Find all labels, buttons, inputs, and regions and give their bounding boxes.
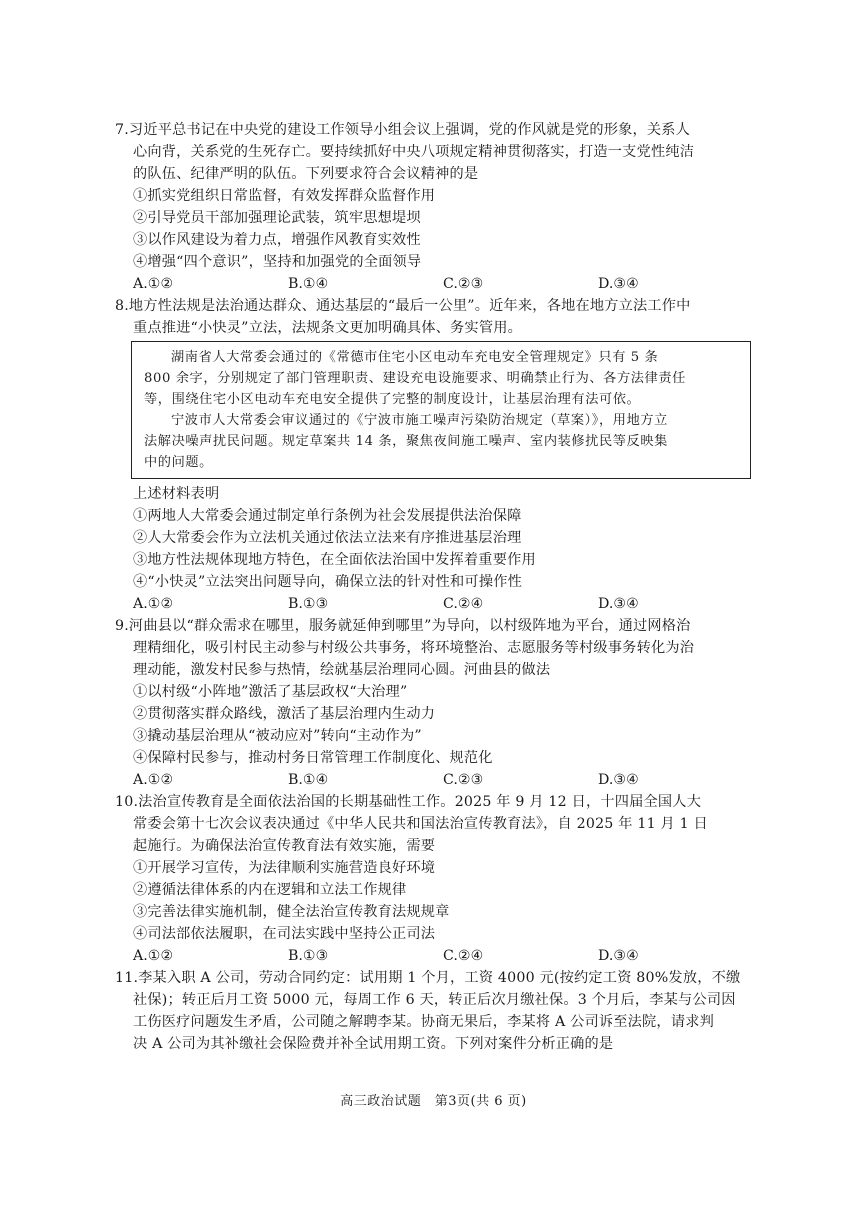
q8-material-line: 等，围绕住宅小区电动车充电安全提供了完整的制度设计，让基层治理有法可依。 <box>144 392 641 407</box>
q11-stem-line: 工伤医疗问题发生矛盾，公司随之解聘李某。协商无果后，李某将 A 公司诉至法院，请求判 <box>133 1014 714 1030</box>
q10-item: ①开展学习宣传，为法律顺利实施营造良好环境 <box>133 860 436 876</box>
q11-stem-line: 社保)；转正后月工资 5000 元，每周工作 6 天，转正后次月缴社保。3 个月后，李某与公司因 <box>133 992 736 1008</box>
page-footer: 高三政治试题 第3页(共 6 页) <box>340 1094 527 1109</box>
question-9 <box>117 615 767 791</box>
q7-stem-line: 7.习近平总书记在中央党的建设工作领导小组会议上强调，党的作风就是党的形象，关系人 <box>115 122 691 138</box>
q9-item: ④保障村民参与，推动村务日常管理工作制度化、规范化 <box>133 750 493 766</box>
q10-options <box>117 945 767 967</box>
q10-item: ②遵循法律体系的内在逻辑和立法工作规律 <box>133 882 407 898</box>
q8-stem-line: 重点推进“小快灵”立法，法规条文更加明确具体、务实管用。 <box>133 320 522 336</box>
q10-option-b[interactable]: B.①③ <box>288 948 329 964</box>
q7-stem-line: 的队伍、纪律严明的队伍。下列要求符合会议精神的是 <box>133 166 479 182</box>
q7-item: ①抓实党组织日常监督，有效发挥群众监督作用 <box>133 188 436 204</box>
q8-option-d[interactable]: D.③④ <box>598 596 639 612</box>
q11-stem-line: 决 A 公司为其补缴社会保险费并补全试用期工资。下列对案件分析正确的是 <box>133 1036 614 1052</box>
q8-material-line: 法解决噪声扰民问题。规定草案共 14 条，聚焦夜间施工噪声、室内装修扰民等反映集 <box>144 434 668 449</box>
q10-option-d[interactable]: D.③④ <box>598 948 639 964</box>
q7-option-b[interactable]: B.①④ <box>288 276 329 292</box>
q9-stem-line: 理精细化，吸引村民主动参与村级公共事务，将环境整治、志愿服务等村级事务转化为治 <box>133 640 695 656</box>
q7-item: ③以作风建设为着力点，增强作风教育实效性 <box>133 232 421 248</box>
q9-options <box>117 769 767 791</box>
q9-item: ①以村级“小阵地”激活了基层政权“大治理” <box>133 684 408 700</box>
q10-stem-line: 起施行。为确保法治宣传教育法有效实施，需要 <box>133 838 436 854</box>
q9-item: ③撬动基层治理从“被动应对”转向“主动作为” <box>133 728 422 744</box>
q10-item: ③完善法律实施机制，健全法治宣传教育法规规章 <box>133 904 450 920</box>
q7-options <box>117 273 767 295</box>
q7-item: ②引导党员干部加强理论武装，筑牢思想堤坝 <box>133 210 421 226</box>
q8-lead: 上述材料表明 <box>133 486 220 502</box>
q10-stem-line: 10.法治宣传教育是全面依法治国的长期基础性工作。2025 年 9 月 12 日，十四届全国人大 <box>115 794 702 810</box>
q8-option-c[interactable]: C.②④ <box>443 596 484 612</box>
q7-stem-line: 心向背，关系党的生死存亡。要持续抓好中央八项规定精神贯彻落实，打造一支党性纯洁 <box>133 144 695 160</box>
q8-stem-line: 8.地方性法规是法治通达群众、通达基层的“最后一公里”。近年来，各地在地方立法工作中 <box>115 298 691 314</box>
q8-option-a[interactable]: A.①② <box>133 596 174 612</box>
q10-option-c[interactable]: C.②④ <box>443 948 484 964</box>
q8-item: ①两地人大常委会通过制定单行条例为社会发展提供法治保障 <box>133 508 522 524</box>
q11-stem-line: 11.李某入职 A 公司，劳动合同约定：试用期 1 个月，工资 4000 元(按约定工资 80%发放，不缴 <box>115 970 741 986</box>
q8-item: ④“小快灵”立法突出问题导向，确保立法的针对性和可操作性 <box>133 574 522 590</box>
questions <box>117 119 767 1055</box>
q10-item: ④司法部依法履职，在司法实践中坚持公正司法 <box>133 926 436 942</box>
q8-material-line: 800 余字，分别规定了部门管理职责、建设充电设施要求、明确禁止行为、各方法律责任 <box>144 371 686 386</box>
q9-option-c[interactable]: C.②③ <box>443 772 484 788</box>
q7-option-d[interactable]: D.③④ <box>598 276 639 292</box>
q8-item: ②人大常委会作为立法机关通过依法立法来有序推进基层治理 <box>133 530 522 546</box>
q7-option-c[interactable]: C.②③ <box>443 276 484 292</box>
q10-stem-line: 常委会第十七次会议表决通过《中华人民共和国法治宣传教育法》，自 2025 年 11 月 1 日 <box>133 816 708 832</box>
q7-item: ④增强“四个意识”，坚持和加强党的全面领导 <box>133 254 422 270</box>
question-7 <box>117 119 767 295</box>
q9-stem-line: 理动能，激发村民参与热情，绘就基层治理同心圆。河曲县的做法 <box>133 662 551 678</box>
q7-option-a[interactable]: A.①② <box>133 276 174 292</box>
q8-material-line: 中的问题。 <box>144 455 213 470</box>
q9-option-b[interactable]: B.①④ <box>288 772 329 788</box>
q9-option-d[interactable]: D.③④ <box>598 772 639 788</box>
q8-material-line: 宁波市人大常委会审议通过的《宁波市施工噪声污染防治规定（草案）》，用地方立 <box>171 413 668 428</box>
q9-stem-line: 9.河曲县以“群众需求在哪里，服务就延伸到哪里”为导向，以村级阵地为平台，通过网格治 <box>115 618 691 634</box>
q9-option-a[interactable]: A.①② <box>133 772 174 788</box>
q10-option-a[interactable]: A.①② <box>133 948 174 964</box>
q8-material-box <box>131 341 751 479</box>
q8-material-line: 湖南省人大常委会通过的《常德市住宅小区电动车充电安全管理规定》只有 5 条 <box>171 350 659 365</box>
q8-options <box>117 593 767 615</box>
q8-option-b[interactable]: B.①③ <box>288 596 329 612</box>
q8-item: ③地方性法规体现地方特色，在全面依法治国中发挥着重要作用 <box>133 552 536 568</box>
q9-item: ②贯彻落实群众路线，激活了基层治理内生动力 <box>133 706 436 722</box>
question-8 <box>117 295 767 615</box>
question-11 <box>117 967 767 1055</box>
question-10 <box>117 791 767 967</box>
